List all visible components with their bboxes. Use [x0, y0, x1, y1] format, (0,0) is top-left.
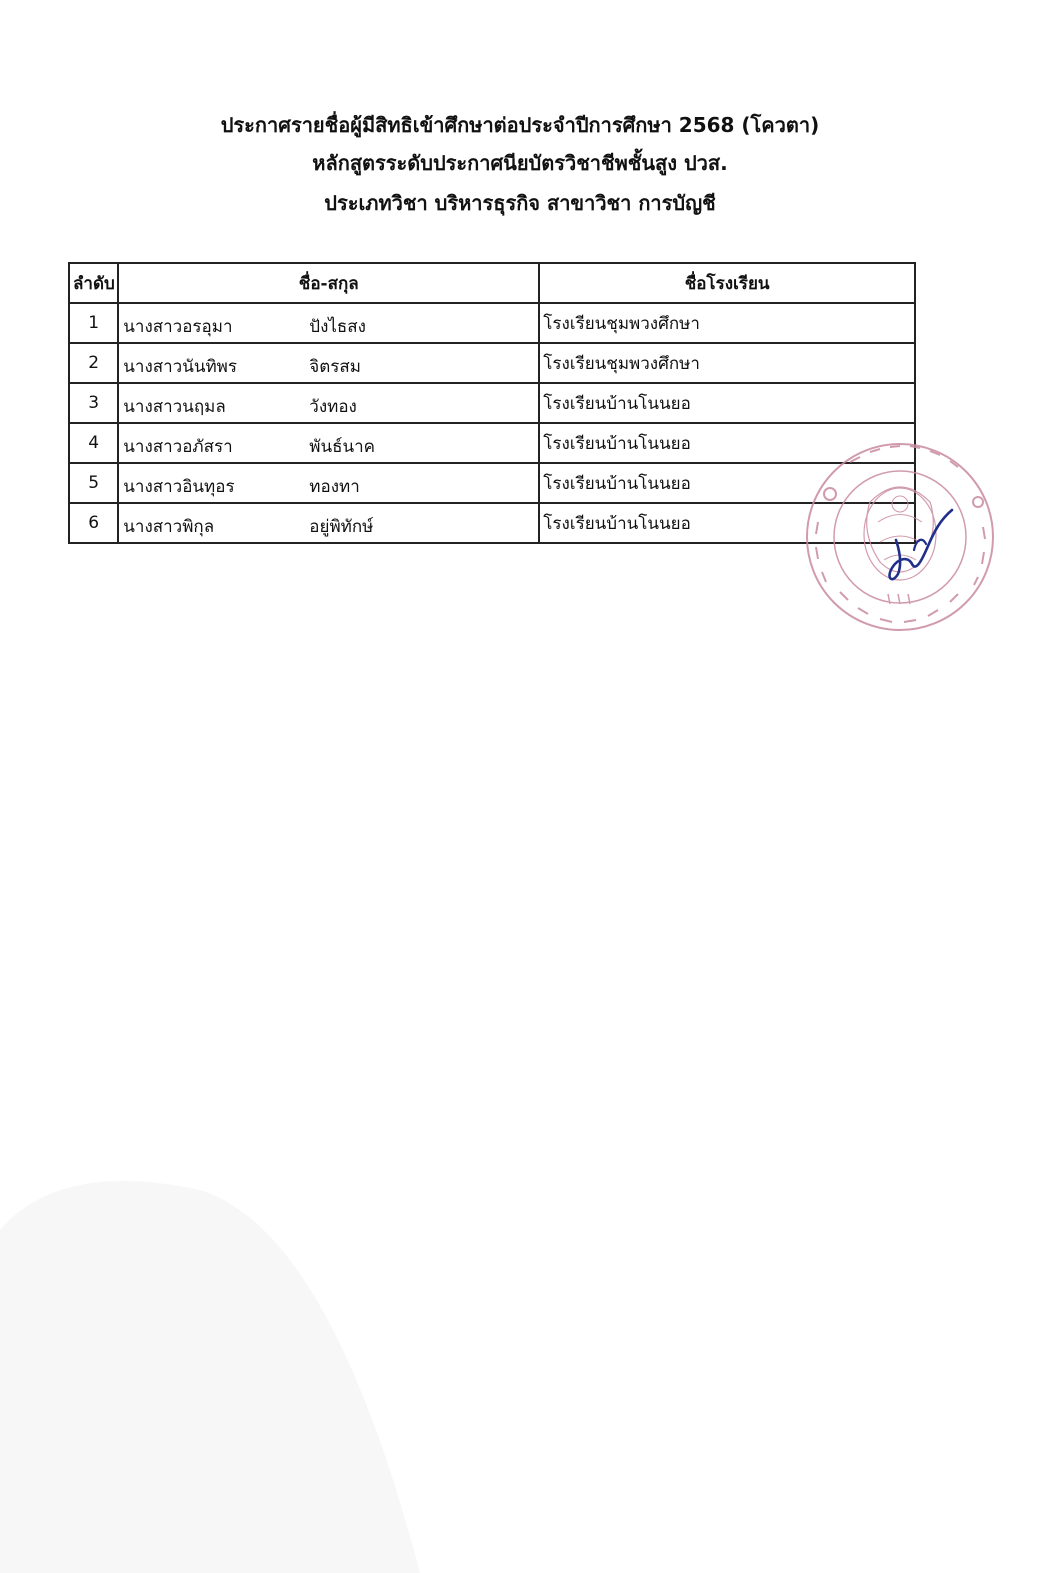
announcement-title: ประกาศรายชื่อผู้มีสิทธิเข้าศึกษาต่อประจำปีการศึกษา 2568 (โควตา) — [220, 113, 820, 137]
school-name: โรงเรียนบ้านโนนยอ — [539, 383, 915, 423]
first-name: นางสาวนันทิพร — [123, 357, 238, 377]
last-name: วังทอง — [309, 397, 357, 417]
full-name — [118, 503, 539, 543]
full-name — [118, 303, 539, 343]
row-number: 6 — [69, 503, 118, 543]
field-of-study: ประเภทวิชา บริหารธุรกิจ สาขาวิชา การบัญชี — [324, 191, 716, 215]
school-name: โรงเรียนชุมพวงศึกษา — [539, 303, 915, 343]
full-name — [118, 463, 539, 503]
last-name: ทองทา — [309, 477, 360, 497]
last-name: จิตรสม — [309, 357, 361, 377]
full-name — [118, 423, 539, 463]
table-row — [69, 343, 915, 383]
first-name: นางสาวอินทุอร — [123, 477, 235, 497]
row-number: 5 — [69, 463, 118, 503]
table-row — [69, 383, 915, 423]
row-number: 2 — [69, 343, 118, 383]
first-name: นางสาวพิกุล — [123, 517, 215, 537]
first-name: นางสาวอรอุมา — [123, 317, 233, 337]
header-name: ชื่อ-สกุล — [118, 263, 539, 303]
row-number: 3 — [69, 383, 118, 423]
last-name: ปังไธสง — [309, 317, 366, 337]
table-row — [69, 503, 915, 543]
row-number: 4 — [69, 423, 118, 463]
first-name: นางสาวนฤมล — [123, 397, 226, 417]
table-row — [69, 463, 915, 503]
scan-mark-icon — [0, 1170, 420, 1573]
first-name: นางสาวอภัสรา — [123, 437, 233, 457]
full-name — [118, 343, 539, 383]
student-table — [68, 262, 916, 544]
school-name: โรงเรียนบ้านโนนยอ — [539, 463, 915, 503]
school-name: โรงเรียนชุมพวงศึกษา — [539, 343, 915, 383]
header-school: ชื่อโรงเรียน — [539, 263, 915, 303]
full-name — [118, 383, 539, 423]
row-number: 1 — [69, 303, 118, 343]
last-name: พันธ์นาค — [309, 437, 376, 457]
table-row — [69, 423, 915, 463]
header-order: ลำดับ — [69, 263, 118, 303]
school-name: โรงเรียนบ้านโนนยอ — [539, 503, 915, 543]
last-name: อยู่พิทักษ์ — [309, 517, 374, 537]
table-row — [69, 303, 915, 343]
official-seal-icon — [800, 432, 1000, 642]
table-header-row — [69, 263, 915, 303]
program-level: หลักสูตรระดับประกาศนียบัตรวิชาชีพชั้นสูง ปวส. — [312, 151, 728, 175]
school-name: โรงเรียนบ้านโนนยอ — [539, 423, 915, 463]
